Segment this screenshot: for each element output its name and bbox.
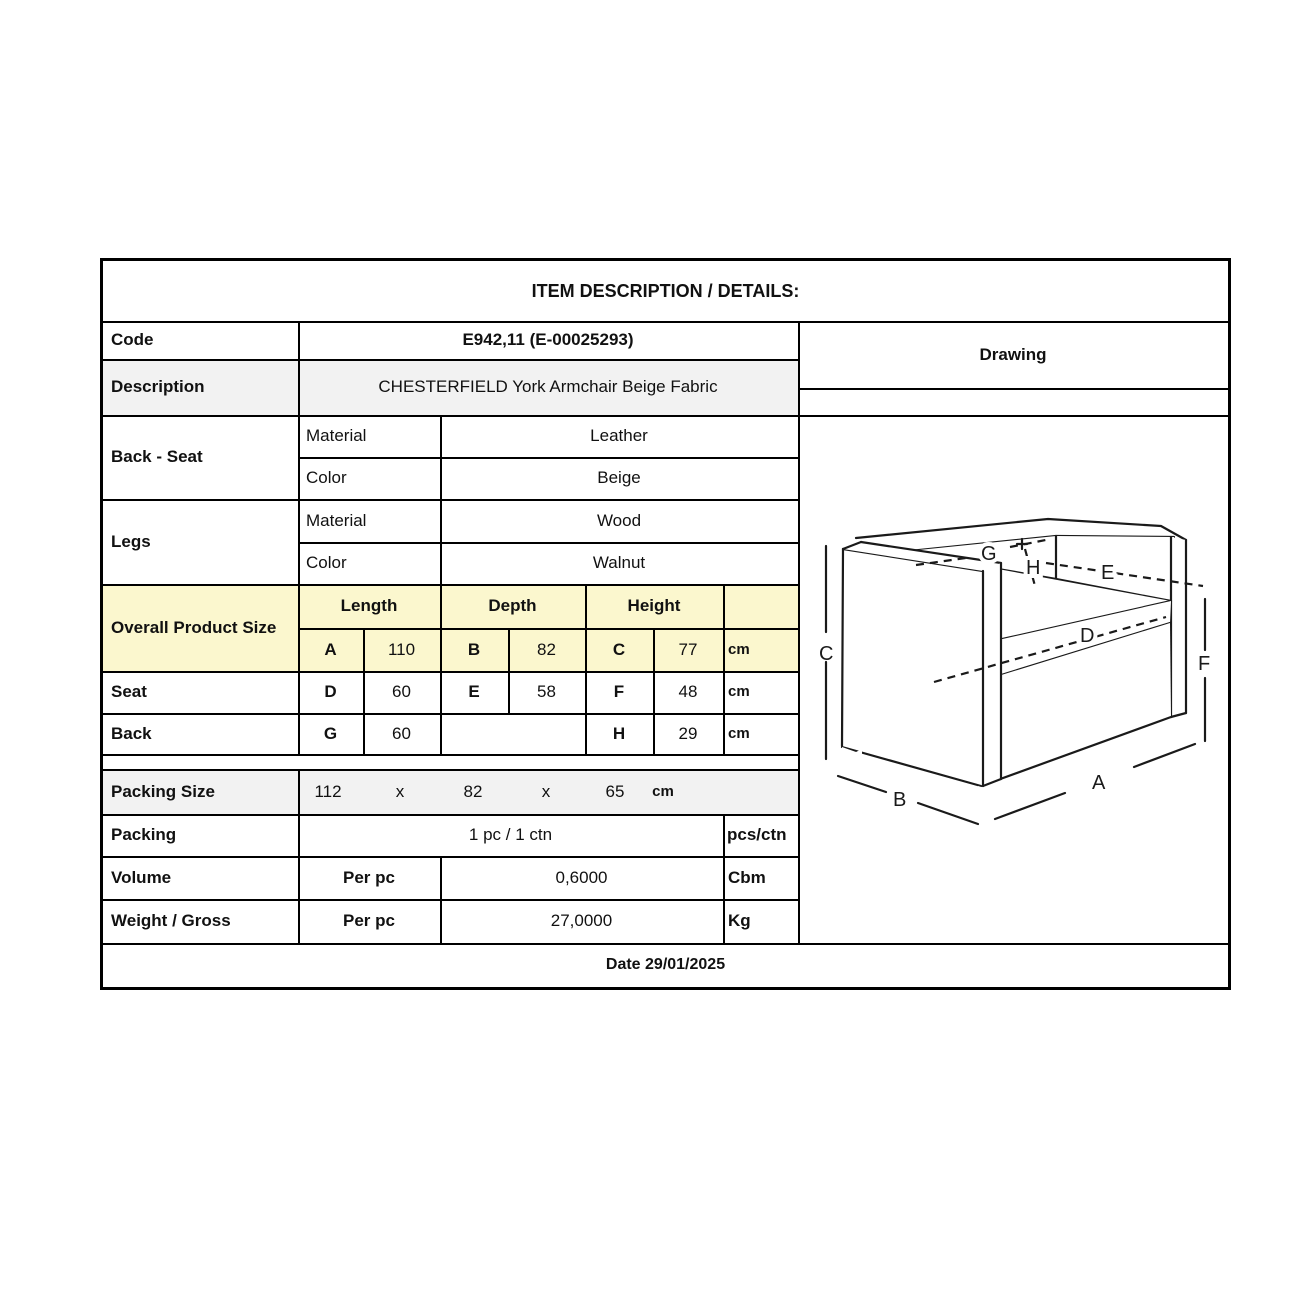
dim-a-value: 110 — [387, 639, 416, 659]
drawing-label-e: E — [1101, 562, 1115, 584]
volume-per: Per pc — [343, 867, 395, 887]
armchair-drawing — [798, 416, 1228, 943]
overall-size-label: Overall Product Size — [111, 617, 277, 637]
height-header: Height — [627, 596, 681, 616]
weight-per: Per pc — [343, 911, 395, 931]
weight-value: 27,0000 — [550, 911, 613, 931]
dim-f-value: 48 — [678, 682, 698, 702]
dim-g-value: 60 — [392, 723, 411, 743]
dim-d-key: D — [324, 682, 337, 702]
packing-label: Packing — [111, 825, 177, 845]
packing-unit: pcs/ctn — [727, 825, 787, 845]
drawing-label-h: H — [1026, 557, 1041, 579]
dim-a-key: A — [324, 639, 337, 659]
back-seat-material-value: Leather — [590, 426, 648, 446]
drawing-label-a: A — [1092, 772, 1106, 794]
weight-unit: Kg — [728, 911, 751, 931]
packing-size-values — [298, 769, 798, 814]
packing-size-x1: x — [395, 781, 405, 801]
depth-header: Depth — [488, 596, 537, 616]
code-label: Code — [111, 330, 154, 350]
dim-b-value: 82 — [537, 639, 556, 659]
dim-c-key: C — [612, 639, 626, 659]
drawing-label-d: D — [1080, 625, 1095, 647]
legs-color-label: Color — [306, 553, 347, 573]
legs-label: Legs — [111, 531, 151, 551]
dim-e-value: 58 — [537, 682, 556, 702]
seat-label: Seat — [111, 682, 147, 702]
dim-e-key: E — [468, 682, 480, 702]
dim-g-key: G — [323, 723, 338, 743]
drawing-title: Drawing — [979, 344, 1047, 364]
packing-size-v1: 112 — [314, 781, 342, 801]
legs-color-value: Walnut — [592, 553, 646, 573]
description-label: Description — [111, 377, 205, 397]
drawing-label-c: C — [819, 643, 834, 665]
packing-size-label: Packing Size — [111, 781, 215, 801]
volume-label: Volume — [111, 867, 172, 887]
weight-label: Weight / Gross — [111, 911, 231, 931]
packing-size-v3: 65 — [605, 781, 625, 801]
date-row: Date 29/01/2025 — [605, 955, 726, 973]
dim-c-value: 77 — [678, 639, 698, 659]
grid-line — [798, 388, 1228, 390]
code-value: E942,11 (E-00025293) — [462, 330, 634, 350]
overall-unit: cm — [728, 640, 750, 658]
dim-b-key: B — [467, 639, 481, 659]
legs-material-label: Material — [306, 510, 367, 530]
legs-material-value: Wood — [596, 510, 642, 530]
volume-unit: Cbm — [728, 867, 766, 887]
back-seat-label: Back - Seat — [111, 447, 203, 467]
packing-value: 1 pc / 1 ctn — [468, 825, 553, 845]
back-unit: cm — [728, 724, 750, 742]
length-header: Length — [340, 596, 398, 616]
packing-size-v2: 82 — [463, 781, 483, 801]
back-label: Back — [111, 723, 152, 743]
dim-h-value: 29 — [678, 723, 698, 743]
back-seat-color-value: Beige — [597, 468, 641, 488]
packing-size-x2: x — [541, 781, 551, 801]
page-title: ITEM DESCRIPTION / DETAILS: — [531, 280, 800, 301]
dim-h-key: H — [612, 723, 626, 743]
drawing-label-g: G — [981, 543, 997, 565]
volume-value: 0,6000 — [555, 867, 608, 887]
drawing-label-f: F — [1198, 653, 1211, 675]
description-value: CHESTERFIELD York Armchair Beige Fabric — [378, 377, 718, 397]
back-seat-color-label: Color — [306, 468, 347, 488]
back-seat-material-label: Material — [306, 426, 367, 446]
drawing-label-b: B — [893, 789, 907, 811]
dim-d-value: 60 — [392, 682, 411, 702]
item-description-sheet — [100, 258, 1231, 990]
packing-size-unit: cm — [652, 782, 674, 800]
grid-line — [103, 754, 798, 756]
seat-unit: cm — [728, 683, 750, 701]
dim-f-key: F — [613, 682, 625, 702]
